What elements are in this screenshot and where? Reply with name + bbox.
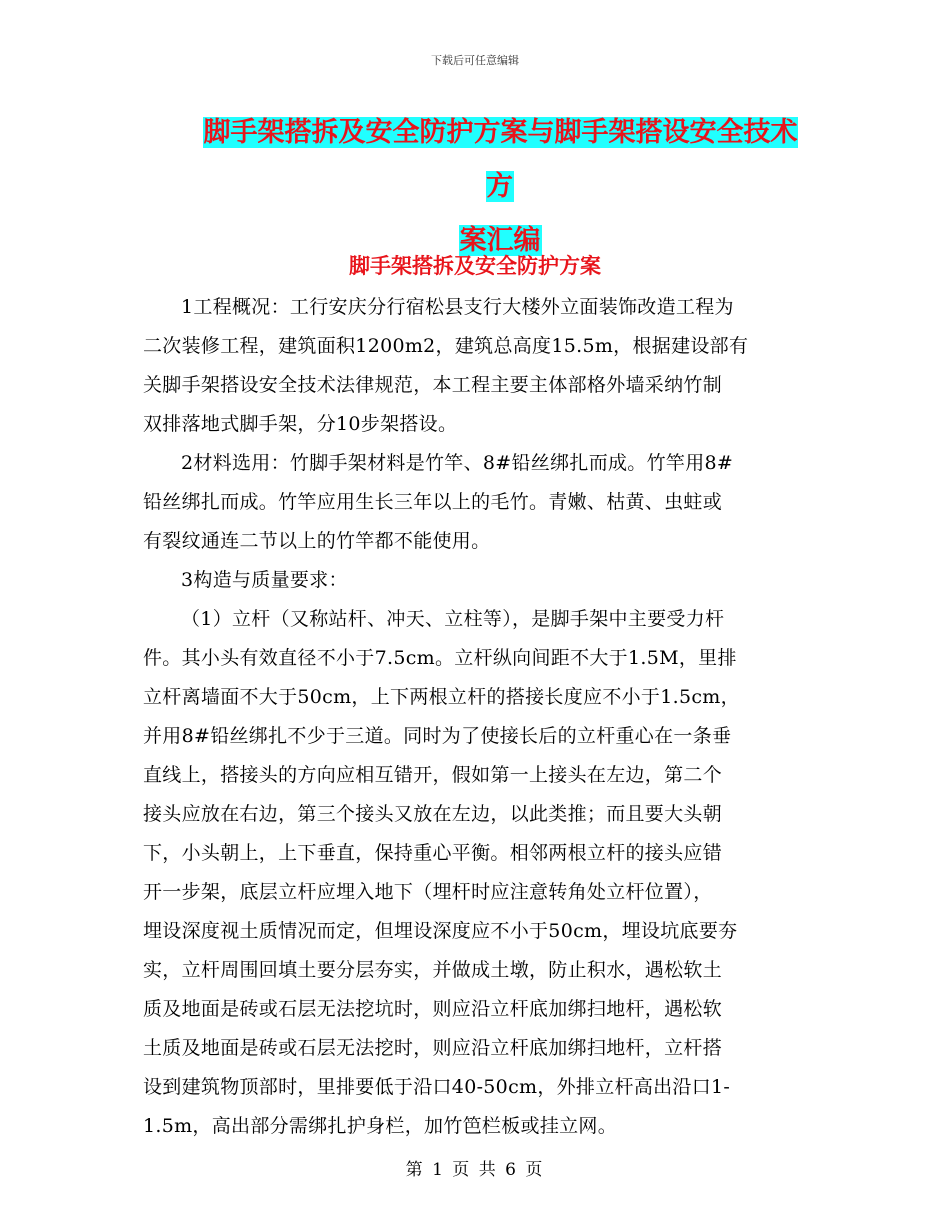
title-line-2: 案汇编	[459, 225, 541, 256]
paragraph-overview	[143, 288, 815, 444]
text-line: 土质及地面是砖或石层无法挖时，则应沿立杆底加绑扫地杆，立杆搭	[143, 1037, 723, 1059]
text-line: 立杆离墙面不大于50cm，上下两根立杆的搭接长度应不小于1.5cm，	[143, 686, 740, 708]
document-body	[143, 288, 815, 1146]
text-line: （1）立杆（又称站杆、冲天、立柱等），是脚手架中主要受力杆	[181, 608, 725, 630]
text-line: 2材料选用：竹脚手架材料是竹竿、8#铅丝绑扎而成。竹竿用8#	[181, 452, 734, 474]
text-line: 双排落地式脚手架，分10步架搭设。	[143, 413, 458, 435]
text-line: 件。其小头有效直径不小于7.5cm。立杆纵向间距不大于1.5M，里排	[143, 647, 737, 669]
text-line: 质及地面是砖或石层无法挖坑时，则应沿立杆底加绑扫地杆，遇松软	[143, 998, 723, 1020]
text-line: 设到建筑物顶部时，里排要低于沿口40-50cm，外排立杆高出沿口1-	[143, 1076, 731, 1098]
text-line: 接头应放在右边，第三个接头又放在左边，以此类推；而且要大头朝	[143, 803, 723, 825]
text-line: 直线上，搭接头的方向应相互错开，假如第一上接头在左边，第二个	[143, 764, 723, 786]
text-line: 1.5m，高出部分需绑扎护身栏，加竹笆栏板或挂立网。	[143, 1115, 618, 1137]
text-line: 并用8#铅丝绑扎不少于三道。同时为了使接长后的立杆重心在一条垂	[143, 725, 732, 747]
paragraph-upright-poles	[143, 600, 815, 1146]
text-line: 二次装修工程，建筑面积1200m2，建筑总高度15.5m，根据建设部有	[143, 335, 749, 357]
text-line: 开一步架，底层立杆应埋入地下（埋杆时应注意转角处立杆位置），	[143, 881, 713, 903]
text-line: 铅丝绑扎而成。竹竿应用生长三年以上的毛竹。青嫩、枯黄、虫蛀或	[143, 491, 723, 513]
document-title	[190, 106, 810, 268]
title-line-1: 脚手架搭拆及安全防护方案与脚手架搭设安全技术方	[203, 117, 798, 202]
page-footer: 第 1 页 共 6 页	[405, 1160, 545, 1180]
text-line: 下，小头朝上，上下垂直，保持重心平衡。相邻两根立杆的接头应错	[143, 842, 723, 864]
section-title: 脚手架搭拆及安全防护方案	[349, 253, 601, 278]
text-line: 埋设深度视土质情况而定，但埋设深度应不小于50cm，埋设坑底要夯	[143, 920, 738, 942]
paragraph-structure-heading	[143, 561, 815, 600]
text-line: 关脚手架搭设安全技术法律规范，本工程主要主体部格外墙采纳竹制	[143, 374, 723, 396]
text-line: 1工程概况：工行安庆分行宿松县支行大楼外立面装饰改造工程为	[181, 296, 734, 318]
text-line: 3构造与质量要求：	[181, 569, 348, 591]
text-line: 实，立杆周围回填土要分层夯实，并做成土墩，防止积水，遇松软土	[143, 959, 723, 981]
text-line: 有裂纹通连二节以上的竹竿都不能使用。	[143, 530, 491, 552]
header-note: 下载后可任意编辑	[431, 54, 519, 67]
paragraph-materials	[143, 444, 815, 561]
